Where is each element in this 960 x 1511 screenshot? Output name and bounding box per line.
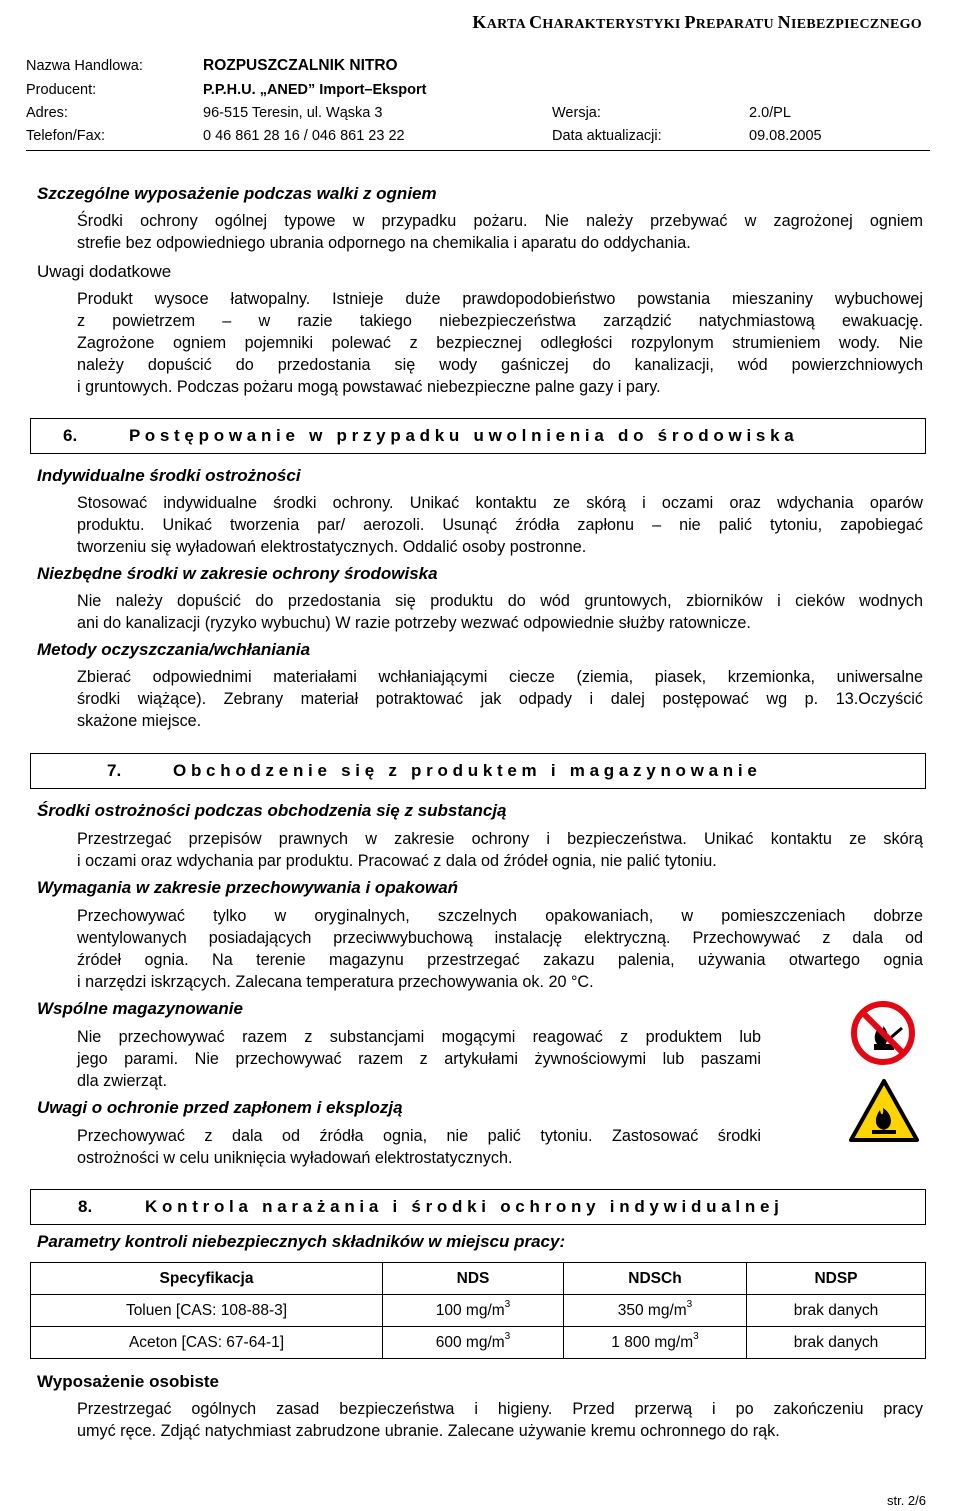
flammable-warning-icon bbox=[848, 1078, 920, 1144]
cell-ndsch: 350 $mg/m^3$ bbox=[564, 1295, 747, 1327]
cell-nds: 100 $mg/m^3$ bbox=[383, 1295, 564, 1327]
section-6-title: P o s t ę p o w a n i e w p r z y p a d k u u w o l n i e n i a d o ś r o d o w i s k a bbox=[129, 426, 794, 445]
section-8-title: K o n t r o l a n a r a ż a n i a i ś r o d k i o c h r o n y i n d y w i d u a l n e j bbox=[145, 1197, 779, 1216]
header-divider bbox=[26, 150, 930, 151]
heading-handling-precautions: Środki ostrożności podczas obchodzenia się z substancją bbox=[37, 801, 507, 820]
section-7-header bbox=[30, 753, 926, 789]
heading-common-storage: Wspólne magazynowanie bbox=[37, 999, 243, 1018]
header-row-producer bbox=[26, 82, 930, 102]
section-8-number: 8. bbox=[78, 1197, 93, 1216]
heading-ignition-protection: Uwagi o ochronie przed zapłonem i eksplozją bbox=[37, 1098, 403, 1117]
heading-firefighting-equipment: Szczególne wyposażenie podczas walki z ogniem bbox=[37, 184, 437, 203]
phone-label: Telefon/Fax: bbox=[26, 128, 105, 144]
cell-ndsch: 1 800 $mg/m^3$ bbox=[564, 1327, 747, 1359]
heading-personal-equipment: Wyposażenie osobiste bbox=[37, 1372, 220, 1391]
exposure-limits-table bbox=[30, 1262, 926, 1359]
producer-label: Producent: bbox=[26, 82, 97, 98]
cell-ndsp: brak danych bbox=[747, 1327, 926, 1359]
header-row-trade-name bbox=[26, 58, 930, 78]
table-row bbox=[31, 1327, 926, 1359]
paragraph-storage-requirements: Przechowywać tylko w oryginalnych, szczelnych opakowaniach, w pomieszczeniach dobrze wentylowanych posiadających przeciwwybuchową instalację elektryczną. Przechowywać z dala od źródeł ognia. Na terenie magazynu przestrzegać zakazu palenia, używania otwartego ognia i narzędzi iskrzących. Zalecana temperatura przechowywania ok. 20 °C. bbox=[77, 907, 923, 991]
table-header-row bbox=[31, 1263, 926, 1295]
paragraph-cleanup-methods: Zbierać odpowiednimi materiałami wchłaniającymi ciecze (ziemia, piasek, krzemionka, uniwersalne środki wiążące). Zebrany materiał potraktować jak odpady i dalej postępować wg p. 13.Oczyścić skażone miejsce. bbox=[77, 668, 923, 730]
heading-personal-precautions: Indywidualne środki ostrożności bbox=[37, 466, 301, 485]
update-label: Data aktualizacji: bbox=[552, 128, 662, 144]
cell-spec: Aceton [CAS: 67-64-1] bbox=[31, 1327, 383, 1359]
paragraph-personal-equipment: Przestrzegać ogólnych zasad bezpieczeństwa i higieny. Przed przerwą i po zakończeniu pracy umyć ręce. Zdjąć natychmiast zabrudzone ubranie. Zalecane używanie kremu ochronnego do rąk. bbox=[77, 1400, 923, 1440]
cell-ndsp: brak danych bbox=[747, 1295, 926, 1327]
heading-control-parameters: Parametry kontroli niebezpiecznych składników w miejscu pracy: bbox=[37, 1232, 566, 1251]
phone: 0 46 861 28 16 / 046 861 23 22 bbox=[203, 128, 405, 144]
table-row bbox=[31, 1295, 926, 1327]
version: 2.0/PL bbox=[749, 105, 791, 121]
paragraph-ignition-protection: Przechowywać z dala od źródła ognia, nie palić tytoniu. Zastosować środki ostrożności w celu uniknięcia wyładowań elektrostatycznych. bbox=[77, 1127, 761, 1167]
address-label: Adres: bbox=[26, 105, 68, 121]
section-6-header bbox=[30, 418, 926, 454]
col-header-nds: NDS bbox=[383, 1263, 564, 1295]
heading-cleanup-methods: Metody oczyszczania/wchłaniania bbox=[37, 640, 311, 659]
no-open-flame-icon bbox=[850, 1000, 916, 1066]
header-row-phone bbox=[26, 128, 930, 148]
section-8-header bbox=[30, 1189, 926, 1225]
cell-spec: Toluen [CAS: 108-88-3] bbox=[31, 1295, 383, 1327]
trade-name-label: Nazwa Handlowa: bbox=[26, 58, 143, 74]
paragraph-personal-precautions: Stosować indywidualne środki ochrony. Unikać kontaktu ze skórą i oczami oraz wdychania oparów produktu. Unikać tworzenia par/ aerozoli. Usunąć źródła zapłonu – nie palić tytoniu, zapobiegać tworzeniu się wyładowań elektrostatycznych. Oddalić osoby postronne. bbox=[77, 494, 923, 556]
paragraph-firefighting-equipment: Środki ochrony ogólnej typowe w przypadku pożaru. Nie należy przebywać w zagrożonej ogniem strefie bez odpowiedniego ubrania odpornego na chemikalia i aparatu do oddychania. bbox=[77, 212, 923, 252]
address: 96-515 Teresin, ul. Wąska 3 bbox=[203, 105, 383, 121]
paragraph-common-storage: Nie przechowywać razem z substancjami mogącymi reagować z produktem lub jego parami. Nie przechowywać razem z artykułami żywnościowymi lub paszami dla zwierząt. bbox=[77, 1028, 761, 1090]
heading-additional-notes: Uwagi dodatkowe bbox=[37, 262, 172, 281]
paragraph-handling-precautions: Przestrzegać przepisów prawnych w zakresie ochrony i bezpieczeństwa. Unikać kontaktu ze skórą i oczami oraz wdychania par produktu. Pracować z dala od źródeł ognia, nie palić tytoniu. bbox=[77, 830, 923, 870]
col-header-ndsp: NDSP bbox=[747, 1263, 926, 1295]
producer: P.P.H.U. „ANED” Import–Eksport bbox=[203, 82, 427, 98]
section-7-number: 7. bbox=[107, 761, 122, 780]
trade-name: ROZPUSZCZALNIK NITRO bbox=[203, 57, 398, 74]
cell-nds: 600 $mg/m^3$ bbox=[383, 1327, 564, 1359]
paragraph-additional-notes: Produkt wysoce łatwopalny. Istnieje duże prawdopodobieństwo powstania mieszaniny wybuchowej z powietrzem – w razie takiego niebezpieczeństwa zarządzić natychmiastową ewakuację. Zagrożone ogniem pojemniki polewać z bezpiecznej odległości rozpylonym strumieniem wody. Nie należy dopuścić do przedostania się wody gaśniczej do kanalizacji, wód powierzchniowych i gruntowych. Podczas pożaru mogą powstawać niebezpieczne palne gazy i pary. bbox=[77, 290, 923, 396]
document-title: KARTA CHARAKTERYSTYKI PREPARATU NIEBEZPIECZNEGO bbox=[472, 12, 922, 32]
heading-environmental-precautions: Niezbędne środki w zakresie ochrony środowiska bbox=[37, 564, 438, 583]
version-label: Wersja: bbox=[552, 105, 601, 121]
paragraph-environmental-precautions: Nie należy dopuścić do przedostania się produktu do wód gruntowych, zbiorników i cieków wodnych ani do kanalizacji (ryzyko wybuchu) W razie potrzeby wezwać odpowiednie służby ratownicze. bbox=[77, 592, 923, 632]
section-7-title: O b c h o d z e n i e s i ę z p r o d u k t e m i m a g a z y n o w a n i e bbox=[173, 761, 757, 780]
section-6-number: 6. bbox=[63, 426, 78, 445]
page-number: str. 2/6 bbox=[886, 1493, 926, 1508]
heading-storage-requirements: Wymagania w zakresie przechowywania i opakowań bbox=[37, 878, 459, 897]
col-header-ndsch: NDSCh bbox=[564, 1263, 747, 1295]
update-date: 09.08.2005 bbox=[749, 128, 822, 144]
col-header-spec: Specyfikacja bbox=[31, 1263, 383, 1295]
header-row-address bbox=[26, 105, 930, 125]
